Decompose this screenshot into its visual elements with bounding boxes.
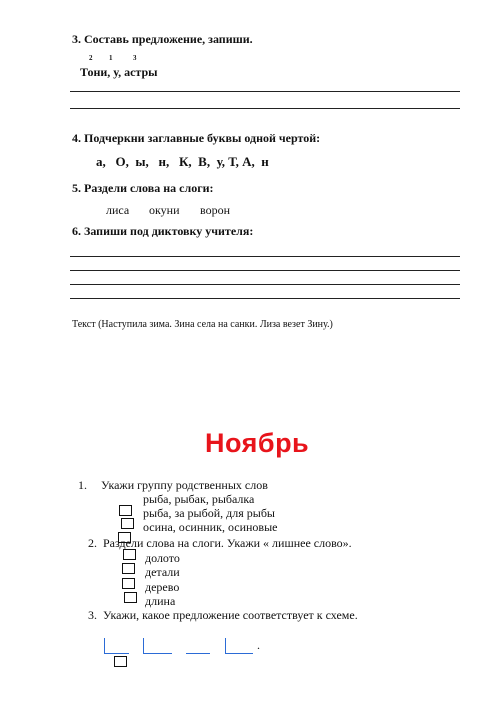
- q2-checkbox-4[interactable]: [124, 592, 137, 603]
- task4-heading: 4. Подчеркни заглавные буквы одной чертой:: [72, 131, 321, 145]
- q1-option-1: рыба, рыбак, рыбалка: [143, 492, 255, 506]
- task3-heading: 3. Составь предложение, запиши.: [72, 32, 253, 46]
- scheme-word-capital: [104, 638, 129, 654]
- answer-line[interactable]: [70, 108, 460, 109]
- task5-word-3: ворон: [200, 203, 231, 217]
- scheme-period: .: [257, 638, 260, 652]
- answer-line[interactable]: [70, 256, 460, 257]
- scheme-word: [186, 638, 210, 654]
- answer-line[interactable]: [70, 298, 460, 299]
- q2-checkbox-1[interactable]: [123, 549, 136, 560]
- answer-line[interactable]: [70, 270, 460, 271]
- task3-mark-3: 3: [133, 54, 137, 62]
- task3-mark-1: 2: [89, 54, 93, 62]
- q2-option-1: долото: [145, 551, 180, 565]
- q1-checkbox-2[interactable]: [119, 505, 132, 516]
- answer-line[interactable]: [70, 91, 460, 92]
- scheme-word-capital: [143, 638, 172, 654]
- q1-checkbox-3[interactable]: [121, 518, 134, 529]
- q2-option-4: длина: [145, 594, 176, 608]
- q1-option-2: рыба, за рыбой, для рыбы: [143, 506, 275, 520]
- task4-letters: а, О, ы, н, К, В, у, Т, А, н: [96, 154, 269, 169]
- dictation-text: Текст (Наступила зима. Зина села на санки. Лиза везет Зину.): [72, 319, 333, 330]
- answer-line[interactable]: [70, 284, 460, 285]
- section-title: Ноябрь: [205, 428, 310, 458]
- q1-option-3: осина, осинник, осиновые: [143, 520, 278, 534]
- q2-checkbox-2[interactable]: [122, 563, 135, 574]
- task6-heading: 6. Запиши под диктовку учителя:: [72, 224, 254, 238]
- task3-mark-2: 1: [109, 54, 113, 62]
- q1-number: 1.: [78, 478, 87, 492]
- task5-word-2: окуни: [149, 203, 180, 217]
- q1-text: Укажи группу родственных слов: [101, 478, 268, 492]
- q2-number: 2.: [88, 536, 97, 550]
- q2-option-3: дерево: [145, 580, 180, 594]
- task5-heading: 5. Раздели слова на слоги:: [72, 181, 214, 195]
- scheme-word-capital: [225, 638, 253, 654]
- task5-word-1: лиса: [106, 203, 130, 217]
- q2-checkbox-3[interactable]: [122, 578, 135, 589]
- q3-checkbox-1[interactable]: [114, 656, 127, 667]
- q2-option-2: детали: [145, 565, 180, 579]
- q3-text: Укажи, какое предложение соответствует к схеме.: [103, 608, 358, 622]
- q2-text: Раздели слова на слоги. Укажи « лишнее слово».: [103, 536, 352, 550]
- task3-words: Тони, у, астры: [80, 65, 158, 79]
- q3-number: 3.: [88, 608, 97, 622]
